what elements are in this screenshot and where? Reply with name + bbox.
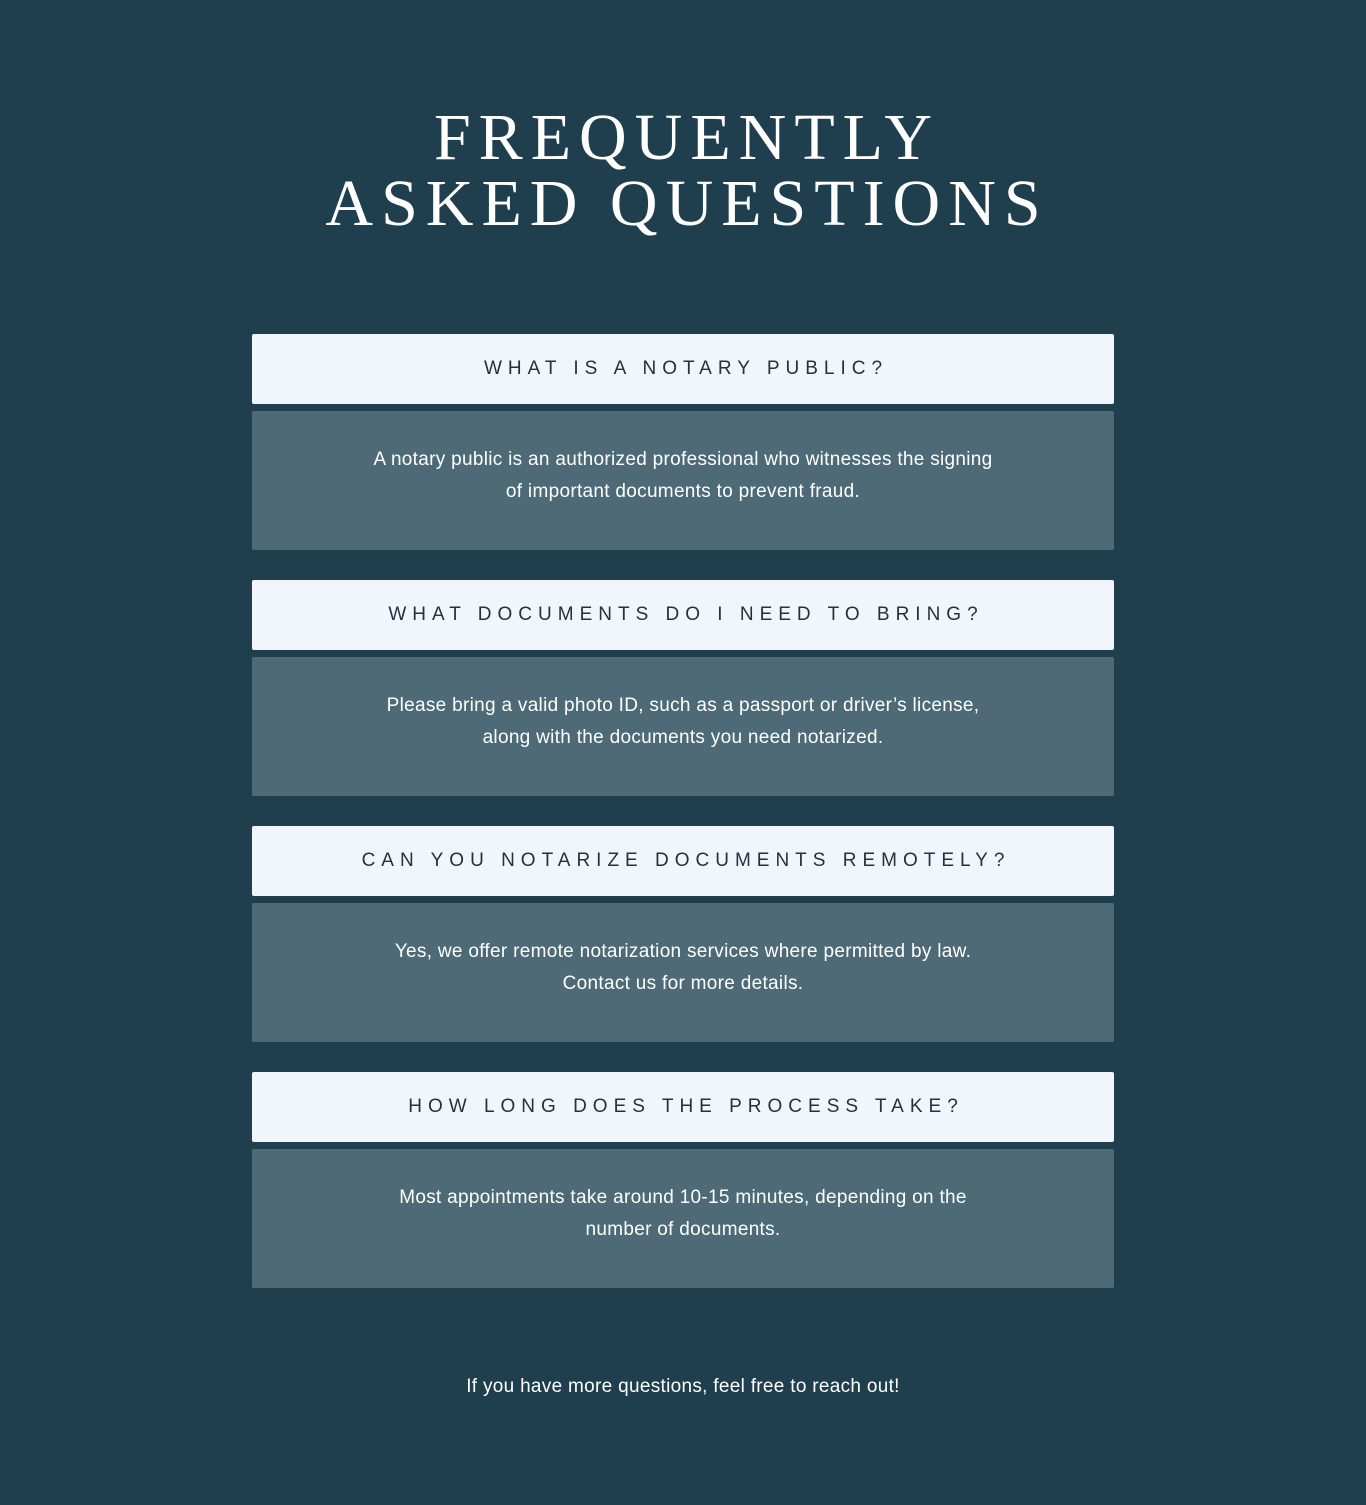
faq-question[interactable]: WHAT IS A NOTARY PUBLIC?: [252, 334, 1114, 404]
faq-item-documents: [252, 580, 1114, 796]
faq-answer: [252, 657, 1114, 796]
faq-item-notary-public: [252, 334, 1114, 550]
faq-answer: [252, 411, 1114, 550]
page-title-line-1: FREQUENTLY: [433, 101, 941, 174]
faq-answer-text: Most appointments take around 10-15 minutes, depending on the number of documents.: [399, 1187, 967, 1240]
faq-answer-text: Please bring a valid photo ID, such as a passport or driver’s license, along with the documents you need notarized.: [386, 695, 980, 748]
faq-answer-text: A notary public is an authorized professional who witnesses the signing of important documents to prevent fraud.: [373, 449, 993, 502]
faq-item-remote: [252, 826, 1114, 1042]
footer-note: If you have more questions, feel free to reach out!: [466, 1376, 900, 1397]
faq-answer: [252, 903, 1114, 1042]
faq-question[interactable]: CAN YOU NOTARIZE DOCUMENTS REMOTELY?: [252, 826, 1114, 896]
page-title: [0, 101, 1366, 240]
faq-answer-text: Yes, we offer remote notarization services where permitted by law. Contact us for more details.: [394, 941, 972, 994]
faq-answer: [252, 1149, 1114, 1288]
faq-item-process-time: [252, 1072, 1114, 1288]
faq-list: [252, 334, 1114, 1318]
faq-question[interactable]: WHAT DOCUMENTS DO I NEED TO BRING?: [252, 580, 1114, 650]
faq-question[interactable]: HOW LONG DOES THE PROCESS TAKE?: [252, 1072, 1114, 1142]
page-title-line-2: ASKED QUESTIONS: [325, 167, 1049, 240]
